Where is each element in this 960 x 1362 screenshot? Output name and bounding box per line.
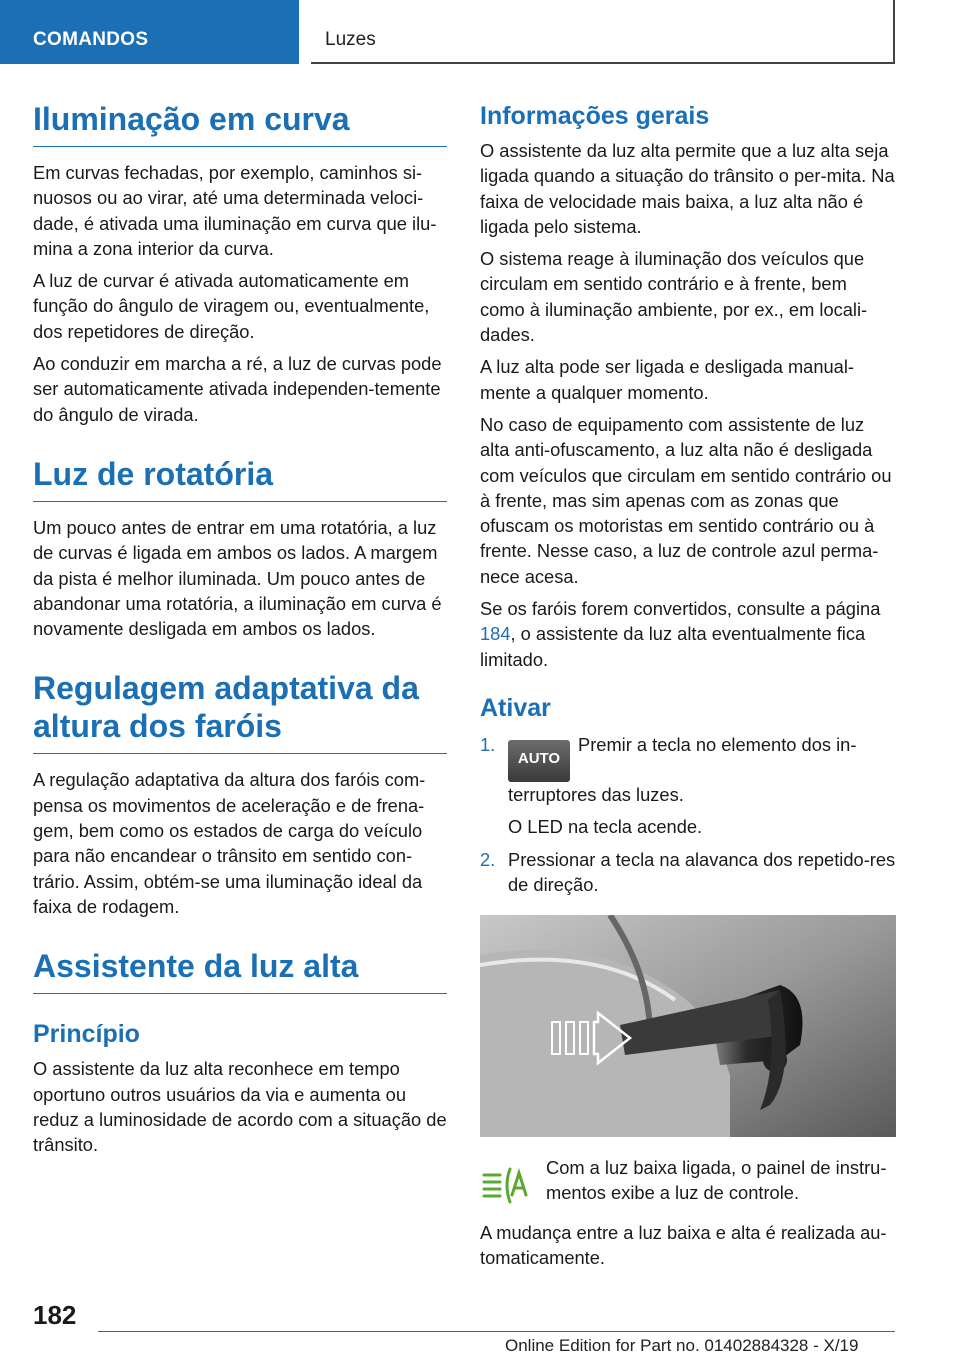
text: Se os faróis forem convertidos, consulte a página bbox=[480, 598, 881, 620]
paragraph: A mudança entre a luz baixa e alta é realizada au-tomaticamente. bbox=[480, 1221, 887, 1269]
page-number: 182 bbox=[33, 1300, 77, 1330]
paragraph: Em curvas fechadas, por exemplo, caminhos si-nuosos ou ao virar, até uma determinada veloci-dade, é ativada uma iluminação em curva que ilu-mina a zona interior da curva. bbox=[33, 162, 437, 259]
paragraph: O assistente da luz alta reconhece em tempo oportuno outros usuários da via e aumenta ou reduz a luminosidade de acordo com a situação de trânsito. bbox=[33, 1058, 447, 1156]
paragraph: A luz alta pode ser ligada e desligada manual-mente a qualquer momento. bbox=[480, 356, 854, 403]
step-number: 2. bbox=[480, 848, 496, 870]
paragraph: O assistente da luz alta permite que a luz alta seja ligada quando a situação do trânsito o per-mita. Na faixa de velocidade mais baixa, a luz alta não é ligada pelo sistema. bbox=[480, 140, 895, 237]
page-reference-link[interactable]: 184 bbox=[480, 623, 511, 645]
auto-button-icon: AUTO bbox=[508, 740, 570, 782]
step-number: 1. bbox=[480, 733, 496, 755]
heading-curve-lighting: Iluminação em curva bbox=[33, 100, 447, 147]
paragraph: No caso de equipamento com assistente de luz alta anti-ofuscamento, a luz alta não é desligada com veículos que circulam em sentido contrário ou à frente, mas sim apenas com as zonas que ofuscam os motoristas em sentido contrário ou à frente. Nesse caso, a luz de controle azul perma-nece acesa. bbox=[480, 413, 892, 587]
step-text bbox=[508, 732, 896, 807]
note-text: Com a luz baixa ligada, o painel de instru-mentos exibe a luz de controle. bbox=[546, 1157, 887, 1204]
paragraph: Ao conduzir em marcha a ré, a luz de curvas pode ser automaticamente ativada independen-temente do ângulo de virada. bbox=[33, 353, 442, 425]
text: , o assistente da luz alta eventualmente fica limitado. bbox=[480, 623, 866, 670]
heading-roundabout-light: Luz de rotatória bbox=[33, 455, 447, 502]
heading-high-beam-assistant: Assistente da luz alta bbox=[33, 947, 447, 994]
high-beam-assistant-indicator-icon bbox=[482, 1165, 532, 1207]
step-result: O LED na tecla acende. bbox=[508, 816, 703, 838]
left-column bbox=[33, 100, 447, 1164]
step-instruction: Pressionar a tecla na alavanca dos repetido-res de direção. bbox=[508, 848, 896, 895]
heading-activate: Ativar bbox=[480, 693, 551, 722]
heading-general-info: Informações gerais bbox=[480, 102, 710, 130]
paragraph: A luz de curvar é ativada automaticamente em função do ângulo de viragem ou, eventualmente, dos repetidores de direção. bbox=[33, 270, 430, 342]
paragraph: A regulação adaptativa da altura dos faróis com-pensa os movimentos de aceleração e de frena-gem, bem como os estados de carga do veículo para não encandear o trânsito em sentido con-trário. Assim, obtém-se uma iluminação ideal da faixa de rodagem. bbox=[33, 769, 426, 917]
paragraph bbox=[480, 596, 896, 672]
step-2 bbox=[480, 847, 896, 898]
chapter-title: Luzes bbox=[325, 29, 376, 50]
edition-text: Online Edition for Part no. 01402884328 - X/19 bbox=[505, 1336, 859, 1355]
section-title: COMANDOS bbox=[33, 29, 149, 50]
chapter-tab bbox=[311, 0, 895, 64]
step-instruction: Premir a tecla no elemento dos in-terruptores das luzes. bbox=[508, 733, 857, 805]
section-tab bbox=[0, 0, 299, 64]
footer-divider bbox=[98, 1331, 895, 1332]
step-1 bbox=[480, 732, 896, 840]
heading-headlight-leveling: Regulagem adaptativa da altura dos faróis bbox=[33, 669, 447, 754]
turn-signal-lever-photo bbox=[480, 915, 896, 1137]
right-column bbox=[480, 100, 896, 1277]
heading-principle: Princípio bbox=[33, 1020, 140, 1049]
paragraph: Um pouco antes de entrar em uma rotatória, a luz de curvas é ligada em ambos os lados. A margem da pista é melhor iluminada. Um pouco antes de abandonar uma rotatória, a iluminação em curva é novamente desligada em ambos os lados. bbox=[33, 516, 442, 640]
paragraph: O sistema reage à iluminação dos veículos que circulam em sentido contrário e à frente, bem como à iluminação ambiente, por ex., em locali-dades. bbox=[480, 248, 868, 346]
indicator-note bbox=[480, 1155, 896, 1206]
